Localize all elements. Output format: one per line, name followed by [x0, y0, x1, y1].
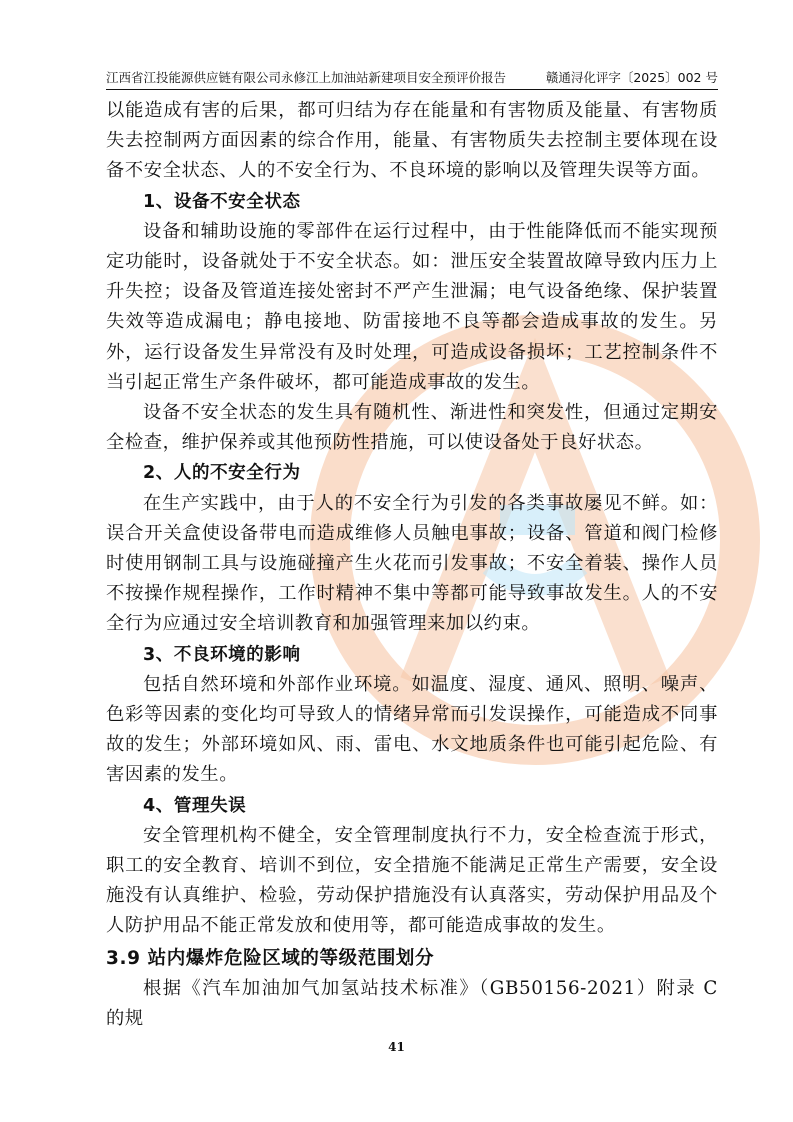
header-report-title: 江西省江投能源供应链有限公司永修江上加油站新建项目安全预评价报告 — [106, 70, 507, 85]
heading-management-error: 4、管理失误 — [143, 795, 247, 816]
header-report-number: 赣通浔化评字〔2025〕002 号 — [545, 70, 718, 85]
section-heading-3-9: 3.9 站内爆炸危险区域的等级范围划分 — [106, 947, 435, 969]
document-body — [106, 96, 718, 1034]
heading-equipment-unsafe-state: 1、设备不安全状态 — [143, 191, 301, 212]
heading-unsafe-behavior: 2、人的不安全行为 — [143, 463, 301, 484]
paragraph-equipment-1: 设备和辅助设施的零部件在运行过程中，由于性能降低而不能实现预定功能时，设备就处于不安全状态。如：泄压安全装置故障导致内压力上升失控；设备及管道连接处密封不严产生泄漏；电气设备绝缘、保护装置失效等造成漏电；静电接地、防雷接地不良等都会造成事故的发生。另外，运行设备发生异常没有及时处理，可造成设备损坏；工艺控制条件不当引起正常生产条件破坏，都可能造成事故的发生。 — [106, 220, 718, 393]
paragraph-equipment-2: 设备不安全状态的发生具有随机性、渐进性和突发性，但通过定期安全检查，维护保养或其他预防性措施，可以使设备处于良好状态。 — [106, 402, 718, 454]
page-number: 41 — [388, 1040, 405, 1054]
paragraph-environment: 包括自然环境和外部作业环境。如温度、湿度、通风、照明、噪声、色彩等因素的变化均可导致人的情绪异常而引发误操作，可能造成不同事故的发生；外部环境如风、雨、雷电、水文地质条件也可能引起危险、有害因素的发生。 — [106, 673, 718, 786]
paragraph-behavior: 在生产实践中，由于人的不安全行为引发的各类事故屡见不鲜。如：误合开关盒使设备带电而造成维修人员触电事故；设备、管道和阀门检修时使用钢制工具与设施碰撞产生火花而引发事故；不安全着装、操作人员不按操作规程操作，工作时精神不集中等都可能导致事故发生。人的不安全行为应通过安全培训教育和加强管理来加以约束。 — [106, 492, 718, 635]
intro-paragraph: 以能造成有害的后果，都可归结为存在能量和有害物质及能量、有害物质失去控制两方面因素的综合作用，能量、有害物质失去控制主要体现在设备不安全状态、人的不安全行为、不良环境的影响以及管理失误等方面。 — [106, 100, 718, 182]
paragraph-standard-ref: 根据《汽车加油加气加氢站技术标准》（GB50156-2021）附录 C 的规 — [106, 977, 718, 1030]
page-header — [106, 68, 718, 90]
heading-bad-environment: 3、不良环境的影响 — [143, 644, 301, 665]
paragraph-management: 安全管理机构不健全，安全管理制度执行不力，安全检查流于形式，职工的安全教育、培训不到位，安全措施不能满足正常生产需要，安全设施没有认真维护、检验，劳动保护措施没有认真落实，劳动保护用品及个人防护用品不能正常发放和使用等，都可能造成事故的发生。 — [106, 824, 718, 937]
